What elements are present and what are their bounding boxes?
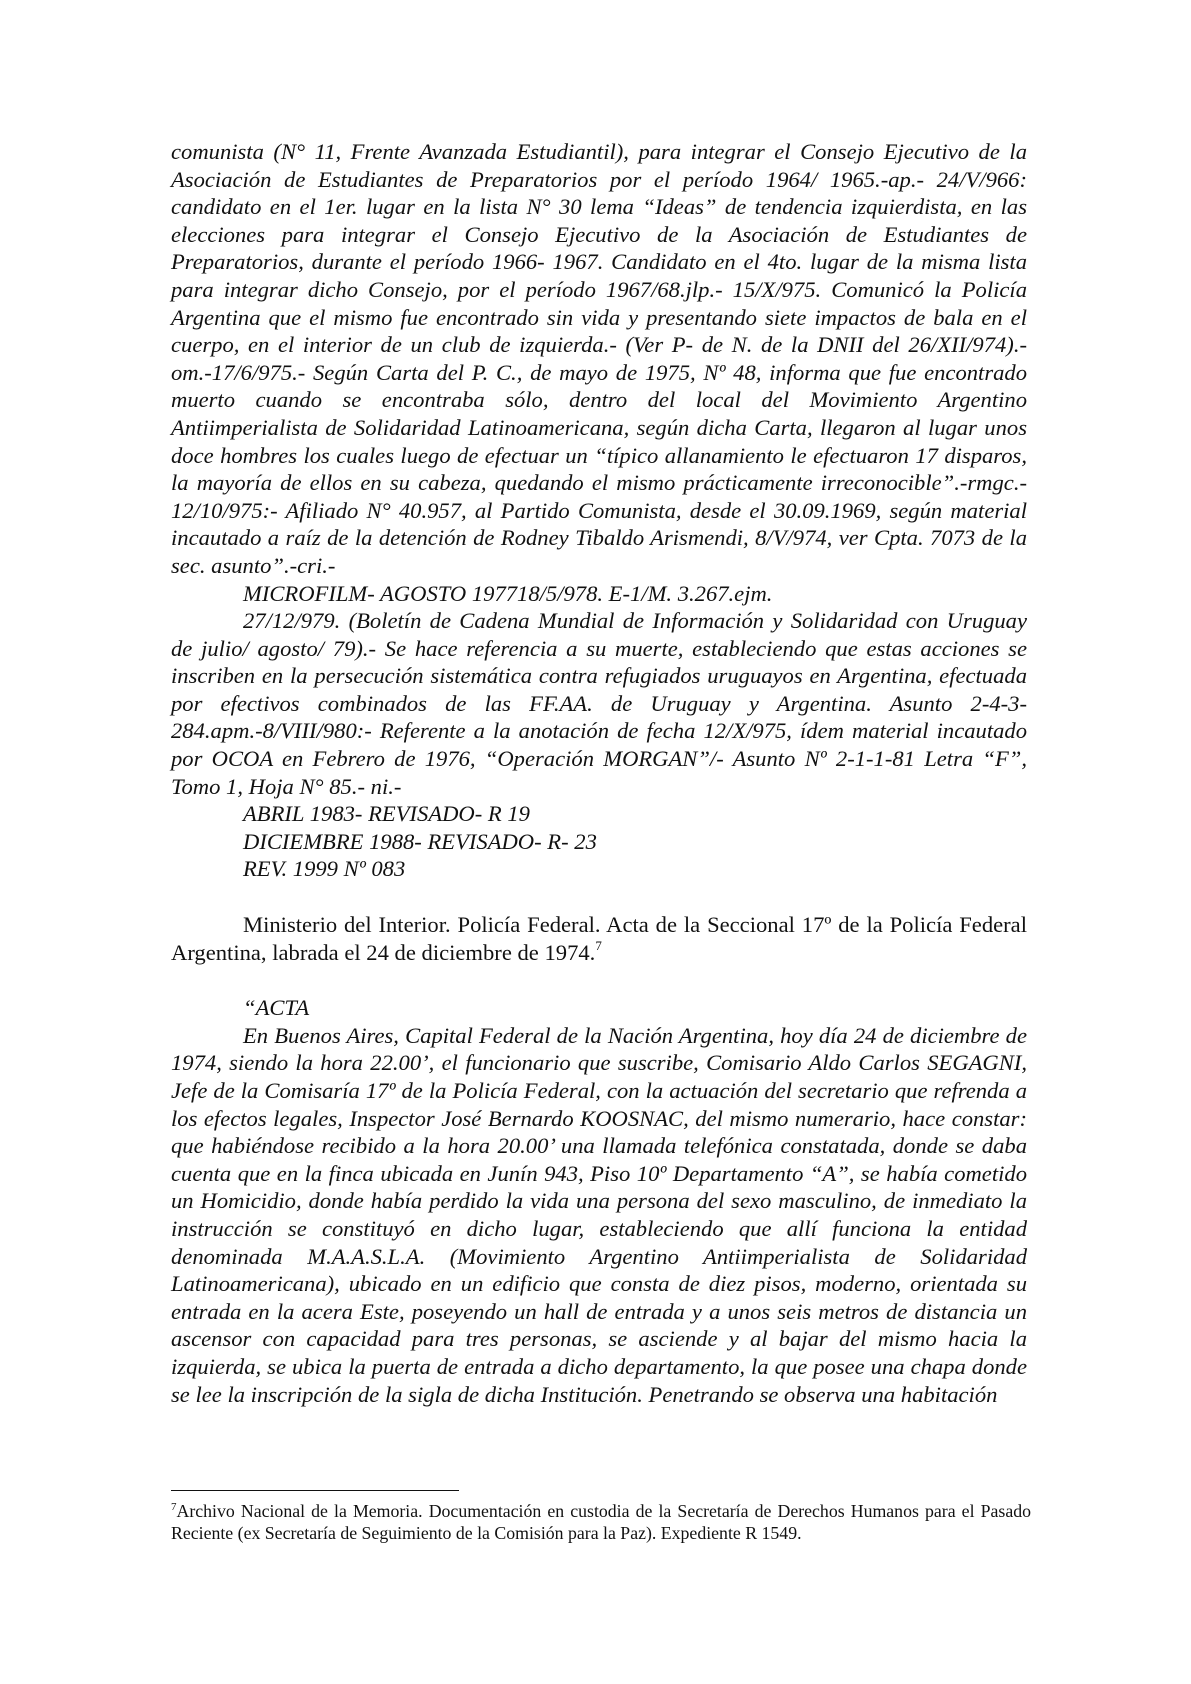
spacer <box>171 966 1027 994</box>
revision-line: ABRIL 1983- REVISADO- R 19 <box>243 801 530 827</box>
footnote-reference: 7 <box>595 937 602 953</box>
revision-line: REV. 1999 Nº 083 <box>243 856 406 882</box>
ministerio-text: Ministerio del Interior. Policía Federal. Acta de la Seccional 17º de la Policía Federal Argentina, labrada el 24 de diciembre de 1974. <box>171 912 1027 965</box>
footnote-text: Archivo Nacional de la Memoria. Documentación en custodia de la Secretaría de Derechos Humanos para el Pasado Reciente (ex Secretaría de Seguimiento de la Comisión para la Paz). Expediente R 1549. <box>171 1501 1031 1543</box>
footnote <box>171 1500 1031 1544</box>
record-paragraph: comunista (N° 11, Frente Avanzada Estudiantil), para integrar el Consejo Ejecutivo de la Asociación de Estudiantes de Preparatorios por el período 1964/ 1965.-ap.- 24/V/966: candidato en el 1er. lugar en la lista N° 30 lema “Ideas” de tendencia izquierdista, en las elecciones para integrar el Consejo Ejecutivo de la Asociación de Estudiantes de Preparatorios, durante el período 1966- 1967. Candidato en el 4to. lugar de la misma lista para integrar dicho Consejo, por el período 1967/68.jlp.- 15/X/975. Comunicó la Policía Argentina que el mismo fue encontrado sin vida y presentando siete impactos de bala en el cuerpo, en el interior de un club de izquierda.- (Ver P- de N. de la DNII del 26/XII/974).-om.-17/6/975.- Según Carta del P. C., de mayo de 1975, Nº 48, informa que fue encontrado muerto cuando se encontraba sólo, dentro del local del Movimiento Argentino Antiimperialista de Solidaridad Latinoamericana, según dicha Carta, llegaron al lugar unos doce hombres los cuales luego de efectuar un “típico allanamiento le efectuaron 17 disparos, la mayoría de ellos en su cabeza, quedando el mismo prácticamente irreconocible”.-rmgc.- 12/10/975:- Afiliado N° 40.957, al Partido Comunista, desde el 30.09.1969, según material incautado a raíz de la detención de Rodney Tibaldo Arismendi, 8/V/974, ver Cpta. 7073 de la sec. asunto”.-cri.- <box>171 139 1027 578</box>
spacer <box>171 883 1027 911</box>
microfilm-line: MICROFILM- AGOSTO 197718/5/978. E-1/M. 3.267.ejm. <box>243 580 773 606</box>
boletin-paragraph: 27/12/979. (Boletín de Cadena Mundial de Información y Solidaridad con Uruguay de julio/ agosto/ 79).- Se hace referencia a su muerte, estableciendo que estas acciones se inscriben en la persecución sistemática contra refugiados uruguayos en Argentina, efectuada por efectivos combinados de las FF.AA. de Uruguay y Argentina. Asunto 2-4-3-284.apm.-8/VIII/980:- Referente a la anotación de fecha 12/X/975, ídem material incautado por OCOA en Febrero de 1976, “Operación MORGAN”/- Asunto Nº 2-1-1-81 Letra “F”, Tomo 1, Hoja N° 85.- ni.- <box>171 608 1027 799</box>
footnote-divider <box>171 1490 459 1491</box>
acta-paragraph: En Buenos Aires, Capital Federal de la Nación Argentina, hoy día 24 de diciembre de 1974, siendo la hora 22.00’, el funcionario que suscribe, Comisario Aldo Carlos SEGAGNI, Jefe de la Comisaría 17º de la Policía Federal, con la actuación del secretario que refrenda a los efectos legales, Inspector José Bernardo KOOSNAC, del mismo numerario, hace constar: que habiéndose recibido a la hora 20.00’ una llamada telefónica constatada, donde se daba cuenta que en la finca ubicada en Junín 943, Piso 10º Departamento “A”, se había cometido un Homicidio, donde había perdido la vida una persona del sexo masculino, de inmediato la instrucción se constituyó en dicho lugar, estableciendo que allí funciona la entidad denominada M.A.A.S.L.A. (Movimiento Argentino Antiimperialista de Solidaridad Latinoamericana), ubicado en un edificio que consta de diez pisos, moderno, orientada su entrada en la acera Este, poseyendo un hall de entrada y a unos seis metros de distancia un ascensor con capacidad para tres personas, se asciende y al bajar del mismo hacia la izquierda, se ubica la puerta de entrada a dicho departamento, la que posee una chapa donde se lee la inscripción de la sigla de dicha Institución. Penetrando se observa una habitación <box>171 1022 1027 1407</box>
ministerio-paragraph <box>171 911 1027 966</box>
revision-line: DICIEMBRE 1988- REVISADO- R- 23 <box>243 828 597 854</box>
document-page <box>171 138 1027 1408</box>
acta-heading: “ACTA <box>243 995 310 1021</box>
footnote-marker: 7 <box>171 1501 177 1513</box>
